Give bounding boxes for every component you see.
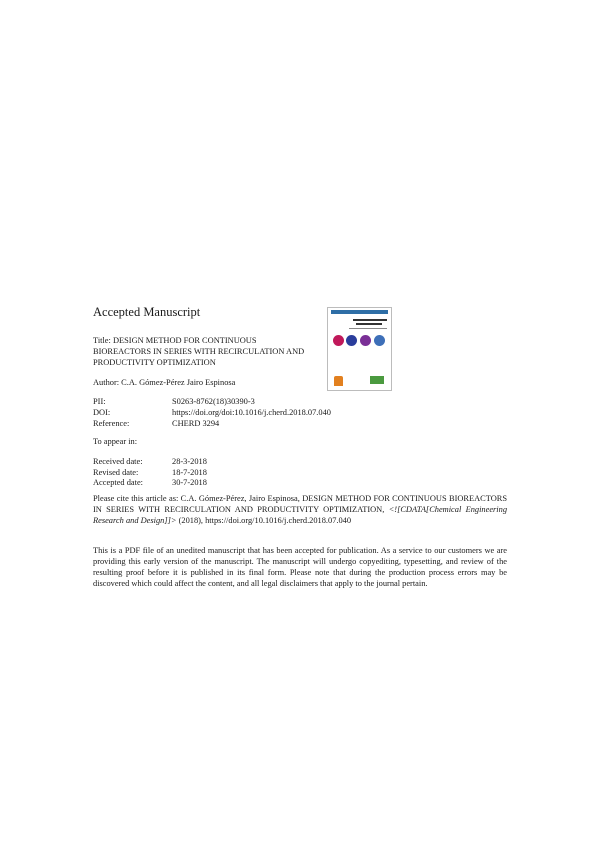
title-label: Title: (93, 336, 111, 345)
journal-cover-image (327, 307, 392, 391)
citation-text: Please cite this article as: C.A. Gómez-Pérez, Jairo Espinosa, DESIGN METHOD FOR CONTINUOUS BIOREACTORS IN SERIES WITH RECIRCULATION AND PRODUCTIVITY OPTIMIZATION, (93, 494, 507, 514)
revised-label: Revised date: (93, 468, 139, 477)
doi-link[interactable]: https://doi.org/doi:10.1016/j.cherd.2018.07.040 (172, 408, 331, 417)
cover-subtitle-line (349, 328, 387, 329)
cover-circle (374, 335, 385, 346)
cover-header-bar (331, 310, 388, 314)
accepted-label: Accepted date: (93, 478, 143, 487)
pii-value: S0263-8762(18)30390-3 (172, 397, 255, 406)
pii-label: PII: (93, 397, 106, 406)
revised-date: 18-7-2018 (172, 468, 207, 477)
cover-title-line (353, 319, 387, 321)
doi-label: DOI: (93, 408, 111, 417)
accepted-date: 30-7-2018 (172, 478, 207, 487)
cover-title-line (356, 323, 382, 325)
cover-circle (346, 335, 357, 346)
reference-value: CHERD 3294 (172, 419, 220, 428)
title-text: DESIGN METHOD FOR CONTINUOUS BIOREACTORS IN SERIES WITH RECIRCULATION AND PRODUCTIVITY OPTIMIZATION (93, 336, 305, 367)
citation-paragraph (93, 493, 507, 526)
citation-journal: <![CDATA[Chemical Engineering Research and Design]]> (93, 505, 508, 525)
received-label: Received date: (93, 457, 143, 466)
manuscript-notice: This is a PDF file of an unedited manuscript that has been accepted for publication. As a service to our customers we are providing this early version of the manuscript. The manuscript will undergo copyediting, typesetting, and review of the resulting proof before it is published in its final form. Please note that during the production process errors may be discovered which could affect the content, and all legal disclaimers that apply to the journal pertain. (93, 546, 507, 588)
author-label: Author: (93, 378, 120, 387)
article-title (93, 335, 313, 368)
author-names: C.A. Gómez-Pérez Jairo Espinosa (121, 378, 236, 387)
reference-label: Reference: (93, 419, 130, 428)
cover-circle (360, 335, 371, 346)
author-line (93, 378, 235, 387)
received-date: 28-3-2018 (172, 457, 207, 466)
to-appear-label: To appear in: (93, 437, 138, 446)
cover-circle-images (333, 335, 387, 347)
cover-circle (333, 335, 344, 346)
citation-doi[interactable]: (2018), https://doi.org/10.1016/j.cherd.2018.07.040 (178, 516, 352, 525)
society-logo-icon (370, 376, 384, 384)
page-heading: Accepted Manuscript (93, 305, 201, 319)
publisher-logo-icon (334, 376, 343, 386)
